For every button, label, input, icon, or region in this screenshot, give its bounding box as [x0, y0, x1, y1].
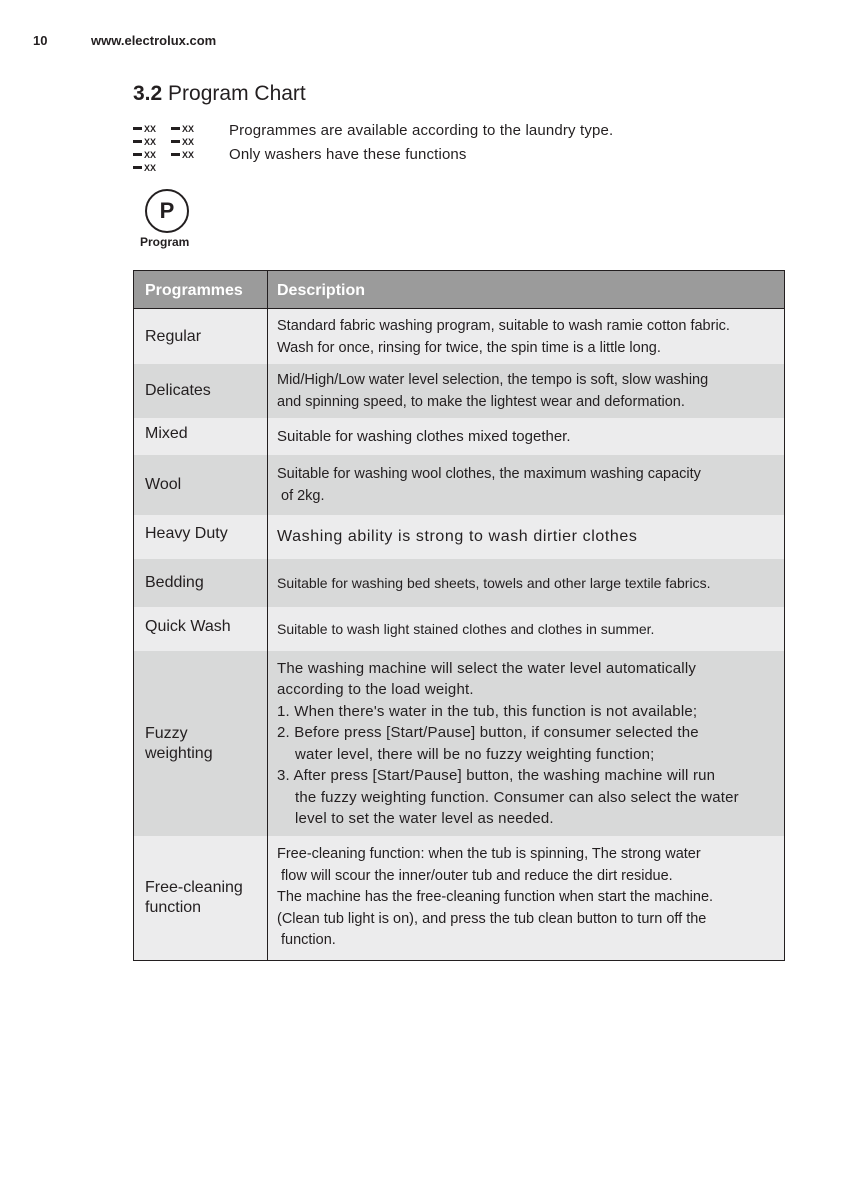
program-dial-icon: P [145, 189, 189, 233]
table-row [134, 418, 784, 455]
programme-name: Bedding [145, 574, 204, 591]
programme-name: Wool [145, 476, 182, 493]
programme-description: Standard fabric washing program, suitable to wash ramie cotton fabric. Wash for once, rinsing for twice, the spin time is a little long. [277, 317, 730, 356]
table-row [134, 515, 784, 559]
table-row [134, 607, 784, 651]
programme-description: Washing ability is strong to wash dirtier clothes [277, 528, 638, 545]
programme-mark: XX [133, 136, 156, 148]
programme-name: Heavy Duty [145, 525, 228, 542]
programme-description: Free-cleaning function: when the tub is spinning, The strong water flow will scour the inner/outer tub and reduce the dirt residue. The machine has the free-cleaning function when start the machine. (Clean tub light is on), and press the tub clean button to turn off the function. [277, 846, 714, 949]
page-number: 10 [33, 33, 48, 48]
table-row [134, 651, 784, 836]
programme-description: Suitable for washing clothes mixed together. [277, 427, 571, 445]
programme-description: Mid/High/Low water level selection, the tempo is soft, slow washing and spinning speed, to make the lightest wear and deformation. [277, 372, 709, 410]
program-dial-label: Program [140, 235, 190, 249]
site-url: www.electrolux.com [91, 33, 217, 48]
programme-name: Quick Wash [145, 618, 231, 635]
programme-mark: XX [133, 123, 156, 135]
table-row [134, 455, 784, 515]
header-description: Description [277, 282, 366, 299]
programme-mark: XX [171, 123, 194, 135]
table-row [134, 559, 784, 607]
program-chart-table [133, 270, 785, 961]
table-row [134, 364, 784, 418]
programme-mark: XX [133, 149, 156, 161]
section-title-text: Program Chart [168, 82, 306, 105]
section-title [133, 82, 306, 106]
programme-name: Delicates [145, 382, 211, 399]
programme-description: The washing machine will select the water level automatically according to the load weight. 1. When there's water in the tub, this function is not available; 2. Before press [Start/Pause] button, if consumer selected the water level, there will be no fuzzy weighting function; 3. After press [Start/Pause] button, the washing machine will run the fuzzy weighting function. Consumer can also select the water level to set the water level as needed. [277, 659, 739, 827]
programme-name: Mixed [145, 425, 188, 442]
intro-line-2: Only washers have these functions [229, 146, 467, 163]
programme-description: Suitable for washing bed sheets, towels and other large textile fabrics. [277, 575, 711, 591]
column-divider [267, 271, 268, 960]
programme-name: Regular [145, 327, 202, 345]
table-row [134, 836, 784, 960]
intro-line-1: Programmes are available according to the laundry type. [229, 122, 614, 139]
programme-mark: XX [171, 136, 194, 148]
table-header [134, 271, 784, 309]
programme-mark: XX [133, 162, 156, 174]
programme-name: Free-cleaning function [145, 879, 243, 916]
programme-description: Suitable to wash light stained clothes and clothes in summer. [277, 621, 655, 637]
header-programmes: Programmes [145, 282, 243, 299]
programme-name: Fuzzy weighting [145, 724, 213, 762]
section-number: 3.2 [133, 82, 163, 105]
programme-mark: XX [171, 149, 194, 161]
table-row [134, 309, 784, 364]
programme-description: Suitable for washing wool clothes, the maximum washing capacity of 2kg. [277, 466, 701, 504]
